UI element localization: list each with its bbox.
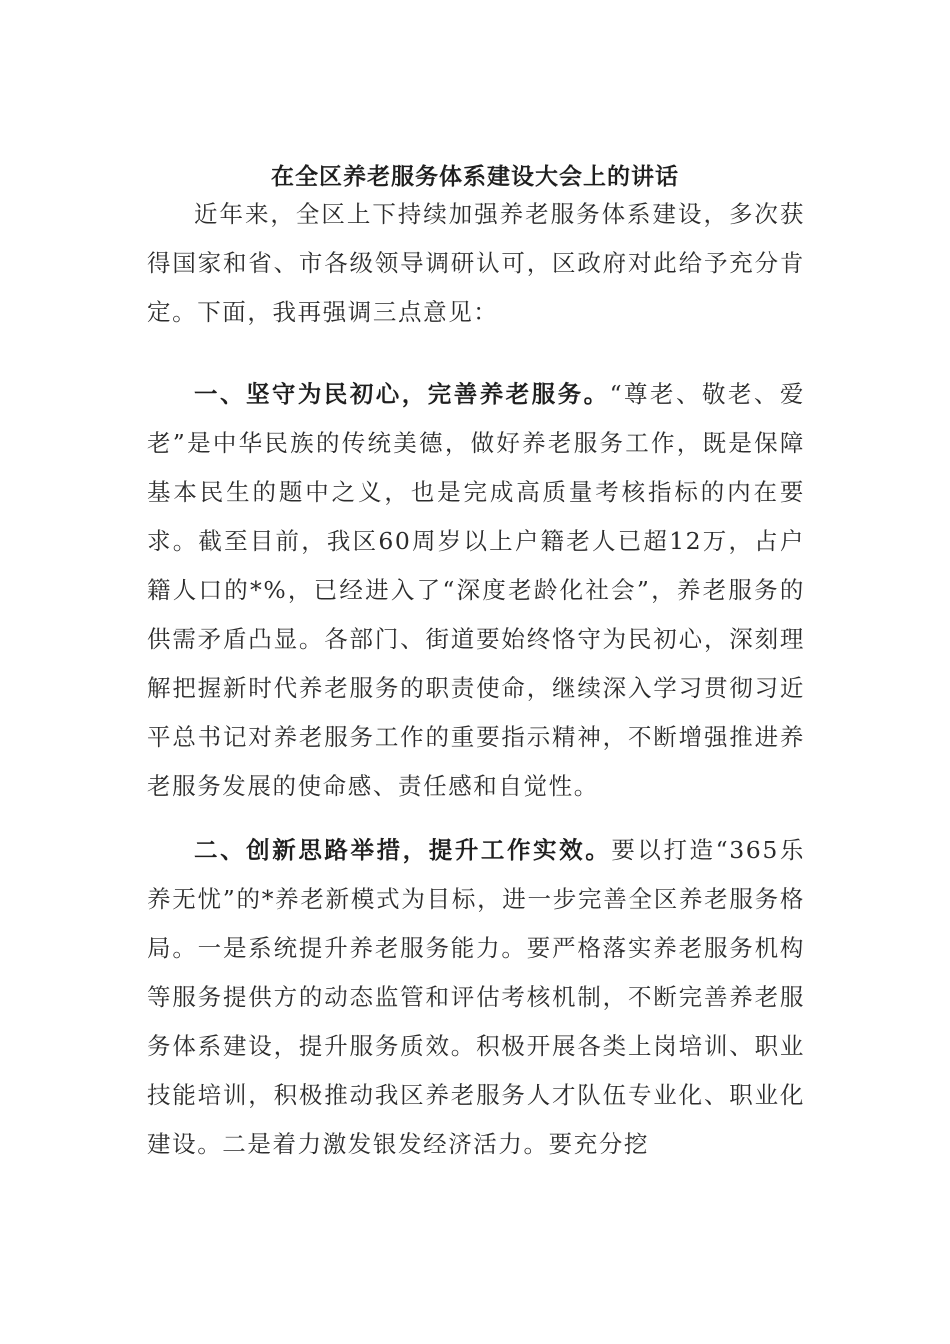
paragraph-point-two-heading: 二、创新思路举措，提升工作实效。 [194,836,612,864]
paragraph-point-two-text: 要以打造“365乐养无忧”的*养老新模式为目标，进一步完善全区养老服务格局。一是系统提升养老服务能力。要严格落实养老服务机构等服务提供方的动态监管和评估考核机制，不断完善养老服务体系建设，提升服务质效。积极开展各类上岗培训、职业技能培训，积极推动我区养老服务人才队伍专业化、职业化建设。二是着力激发银发经济活力。要充分挖 [147,836,805,1158]
document-title: 在全区养老服务体系建设大会上的讲话 [271,163,679,190]
paragraph-intro [147,190,805,337]
paragraph-point-two [147,826,805,1169]
paragraph-point-one [147,370,805,811]
paragraph-point-one-heading: 一、坚守为民初心，完善养老服务。 [194,380,610,408]
paragraph-intro-text: 近年来，全区上下持续加强养老服务体系建设，多次获得国家和省、市各级领导调研认可，区政府对此给予充分肯定。下面，我再强调三点意见： [147,200,805,326]
paragraph-point-one-text: “尊老、敬老、爱老”是中华民族的传统美德，做好养老服务工作，既是保障基本民生的题中之义，也是完成高质量考核指标的内在要求。截至目前，我区60周岁以上户籍老人已超12万，占户籍人口的*%，已经进入了“深度老龄化社会”，养老服务的供需矛盾凸显。各部门、街道要始终恪守为民初心，深刻理解把握新时代养老服务的职责使命，继续深入学习贯彻习近平总书记对养老服务工作的重要指示精神，不断增强推进养老服务发展的使命感、责任感和自觉性。 [147,380,805,800]
